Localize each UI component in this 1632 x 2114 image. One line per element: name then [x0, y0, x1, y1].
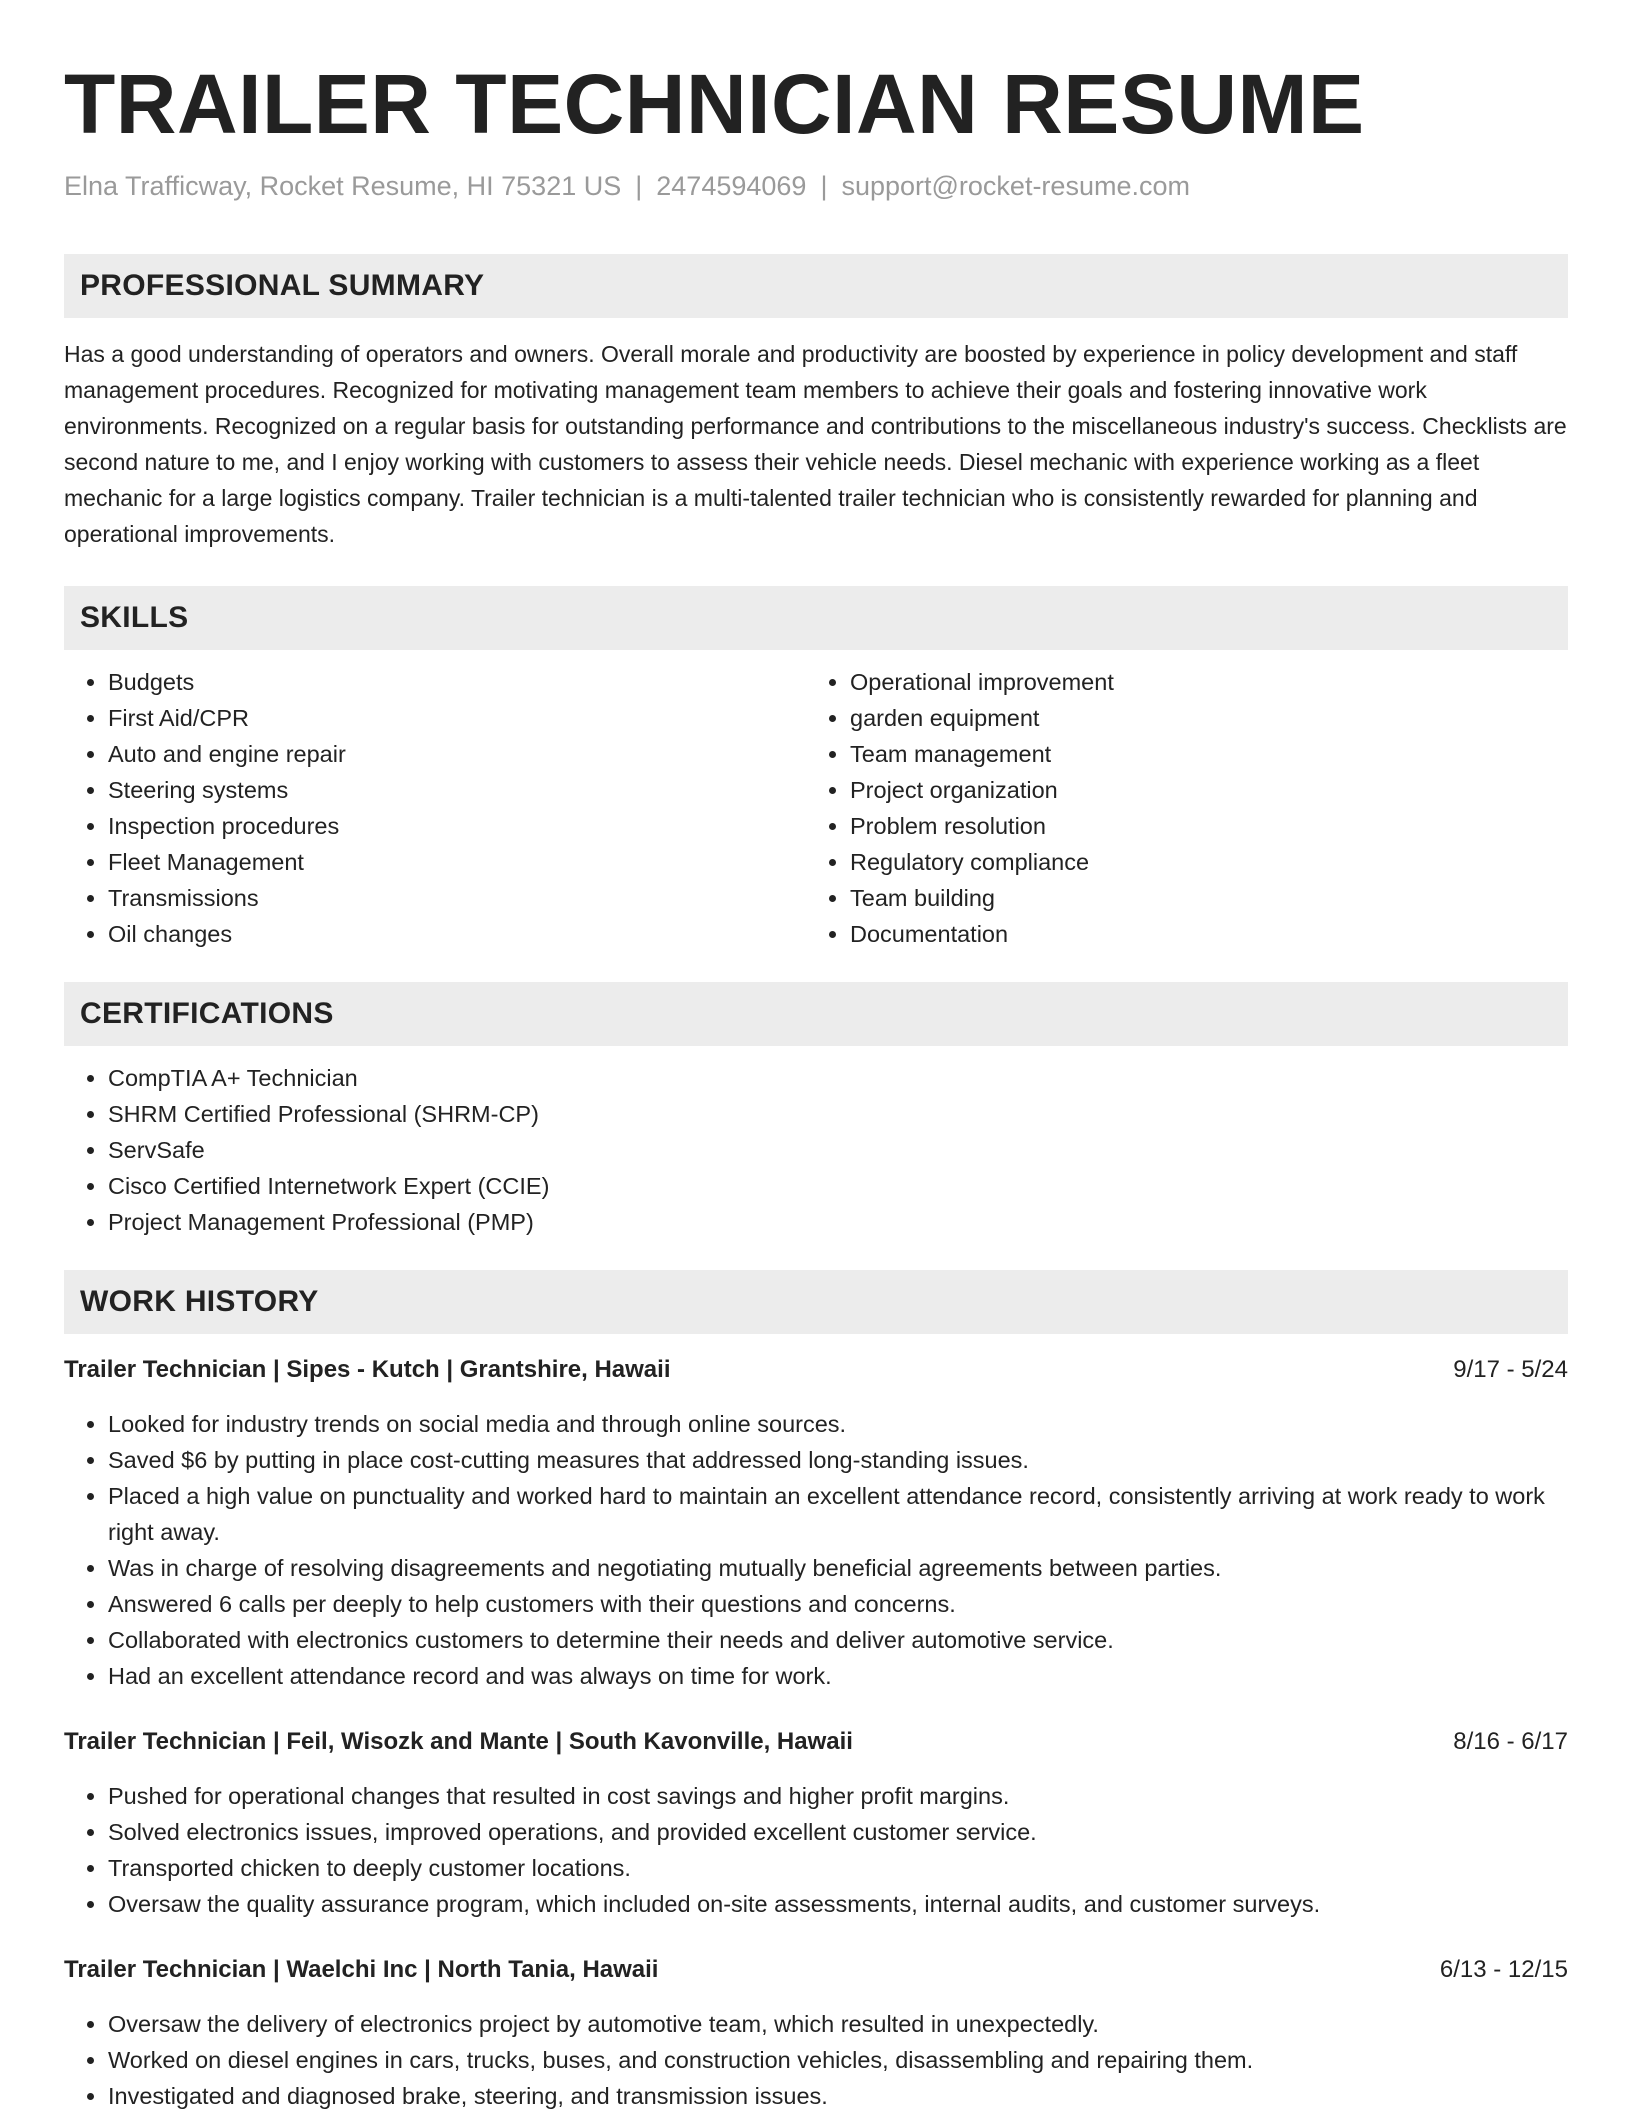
job-bullet: • Oversaw the delivery of electronics project by automotive team, which resulted in unexpectedly. [108, 2006, 1568, 2042]
certifications-list [64, 1060, 1568, 1240]
section-title: WORK HISTORY [80, 1285, 319, 1318]
job-entry [64, 1952, 1568, 2114]
skill-item: • Project organization [850, 772, 1548, 808]
job-header [64, 1724, 1568, 1760]
certification-item: • SHRM Certified Professional (SHRM-CP) [108, 1096, 1568, 1132]
job-bullet: • Oversaw the quality assurance program, which included on-site assessments, internal audits, and customer surveys. [108, 1886, 1568, 1922]
job-bullet: • Saved $6 by putting in place cost-cutting measures that addressed long-standing issues. [108, 1442, 1568, 1478]
job-bullet: • Transported chicken to deeply customer locations. [108, 1850, 1568, 1886]
job-title: Trailer Technician | Sipes - Kutch | Grantshire, Hawaii [64, 1356, 671, 1383]
job-bullets [64, 2006, 1568, 2114]
certification-item: • Cisco Certified Internetwork Expert (CCIE) [108, 1168, 1568, 1204]
skill-item: • Operational improvement [850, 664, 1548, 700]
section-header-work-history [64, 1270, 1568, 1334]
section-header-summary [64, 254, 1568, 318]
skill-item: • Budgets [108, 664, 806, 700]
job-bullets [64, 1406, 1568, 1694]
resume-page [64, 56, 1568, 2114]
skill-item: • Team building [850, 880, 1548, 916]
job-bullet: • Looked for industry trends on social media and through online sources. [108, 1406, 1568, 1442]
job-bullets [64, 1778, 1568, 1922]
job-bullet: • Solved electronics issues, improved operations, and provided excellent customer service. [108, 1814, 1568, 1850]
contact-separator: | [820, 171, 828, 201]
skills-list [64, 664, 1568, 952]
contact-separator: | [635, 171, 643, 201]
job-dates: 8/16 - 6/17 [1453, 1728, 1568, 1755]
skill-item: • Team management [850, 736, 1548, 772]
job-entry [64, 1724, 1568, 1922]
certification-item: • ServSafe [108, 1132, 1568, 1168]
contact-email: support@rocket-resume.com [841, 171, 1190, 201]
job-bullet: • Collaborated with electronics customers to determine their needs and deliver automotive service. [108, 1622, 1568, 1658]
skill-item: • Problem resolution [850, 808, 1548, 844]
skill-item: • Auto and engine repair [108, 736, 806, 772]
contact-phone: 2474594069 [656, 171, 807, 201]
skills-column-left [64, 664, 806, 952]
section-header-certifications [64, 982, 1568, 1046]
job-bullet: • Had an excellent attendance record and was always on time for work. [108, 1658, 1568, 1694]
skill-item: • First Aid/CPR [108, 700, 806, 736]
job-header [64, 1952, 1568, 1988]
job-dates: 9/17 - 5/24 [1453, 1356, 1568, 1383]
section-title: PROFESSIONAL SUMMARY [80, 269, 485, 302]
certification-item: • CompTIA A+ Technician [108, 1060, 1568, 1096]
job-bullet: • Answered 6 calls per deeply to help customers with their questions and concerns. [108, 1586, 1568, 1622]
job-bullet: • Worked on diesel engines in cars, trucks, buses, and construction vehicles, disassembling and repairing them. [108, 2042, 1568, 2078]
job-bullet: • Placed a high value on punctuality and worked hard to maintain an excellent attendance record, consistently arriving at work ready to work right away. [108, 1478, 1568, 1550]
contact-line [64, 168, 1568, 204]
job-bullet: • Was in charge of resolving disagreements and negotiating mutually beneficial agreements between parties. [108, 1550, 1568, 1586]
skill-item: • Documentation [850, 916, 1548, 952]
section-title: SKILLS [80, 601, 189, 634]
skill-item: • Oil changes [108, 916, 806, 952]
job-bullet: • Pushed for operational changes that resulted in cost savings and higher profit margins. [108, 1778, 1568, 1814]
skill-item: • Steering systems [108, 772, 806, 808]
skill-item: • Regulatory compliance [850, 844, 1548, 880]
skill-item: • garden equipment [850, 700, 1548, 736]
section-header-skills [64, 586, 1568, 650]
job-dates: 6/13 - 12/15 [1439, 1956, 1568, 1983]
job-header [64, 1352, 1568, 1388]
skill-item: • Fleet Management [108, 844, 806, 880]
section-title: CERTIFICATIONS [80, 997, 334, 1030]
resume-title: TRAILER TECHNICIAN RESUME [64, 57, 1365, 151]
skills-column-right [806, 664, 1548, 952]
job-title: Trailer Technician | Feil, Wisozk and Mante | South Kavonville, Hawaii [64, 1728, 853, 1755]
certification-item: • Project Management Professional (PMP) [108, 1204, 1568, 1240]
summary-text: Has a good understanding of operators and owners. Overall morale and productivity are boosted by experience in policy development and staff management procedures. Recognized for motivating management team members to achieve their goals and fostering innovative work environments. Recognized on a regular basis for outstanding performance and contributions to the miscellaneous industry's success. Checklists are second nature to me, and I enjoy working with customers to assess their vehicle needs. Diesel mechanic with experience working as a fleet mechanic for a large logistics company. Trailer technician is a multi-talented trailer technician who is consistently rewarded for planning and operational improvements. [64, 341, 1567, 547]
skill-item: • Transmissions [108, 880, 806, 916]
job-bullet: • Investigated and diagnosed brake, steering, and transmission issues. [108, 2078, 1568, 2114]
job-title: Trailer Technician | Waelchi Inc | North Tania, Hawaii [64, 1956, 659, 1983]
contact-address: Elna Trafficway, Rocket Resume, HI 75321 US [64, 171, 622, 201]
job-entry [64, 1352, 1568, 1694]
skill-item: • Inspection procedures [108, 808, 806, 844]
